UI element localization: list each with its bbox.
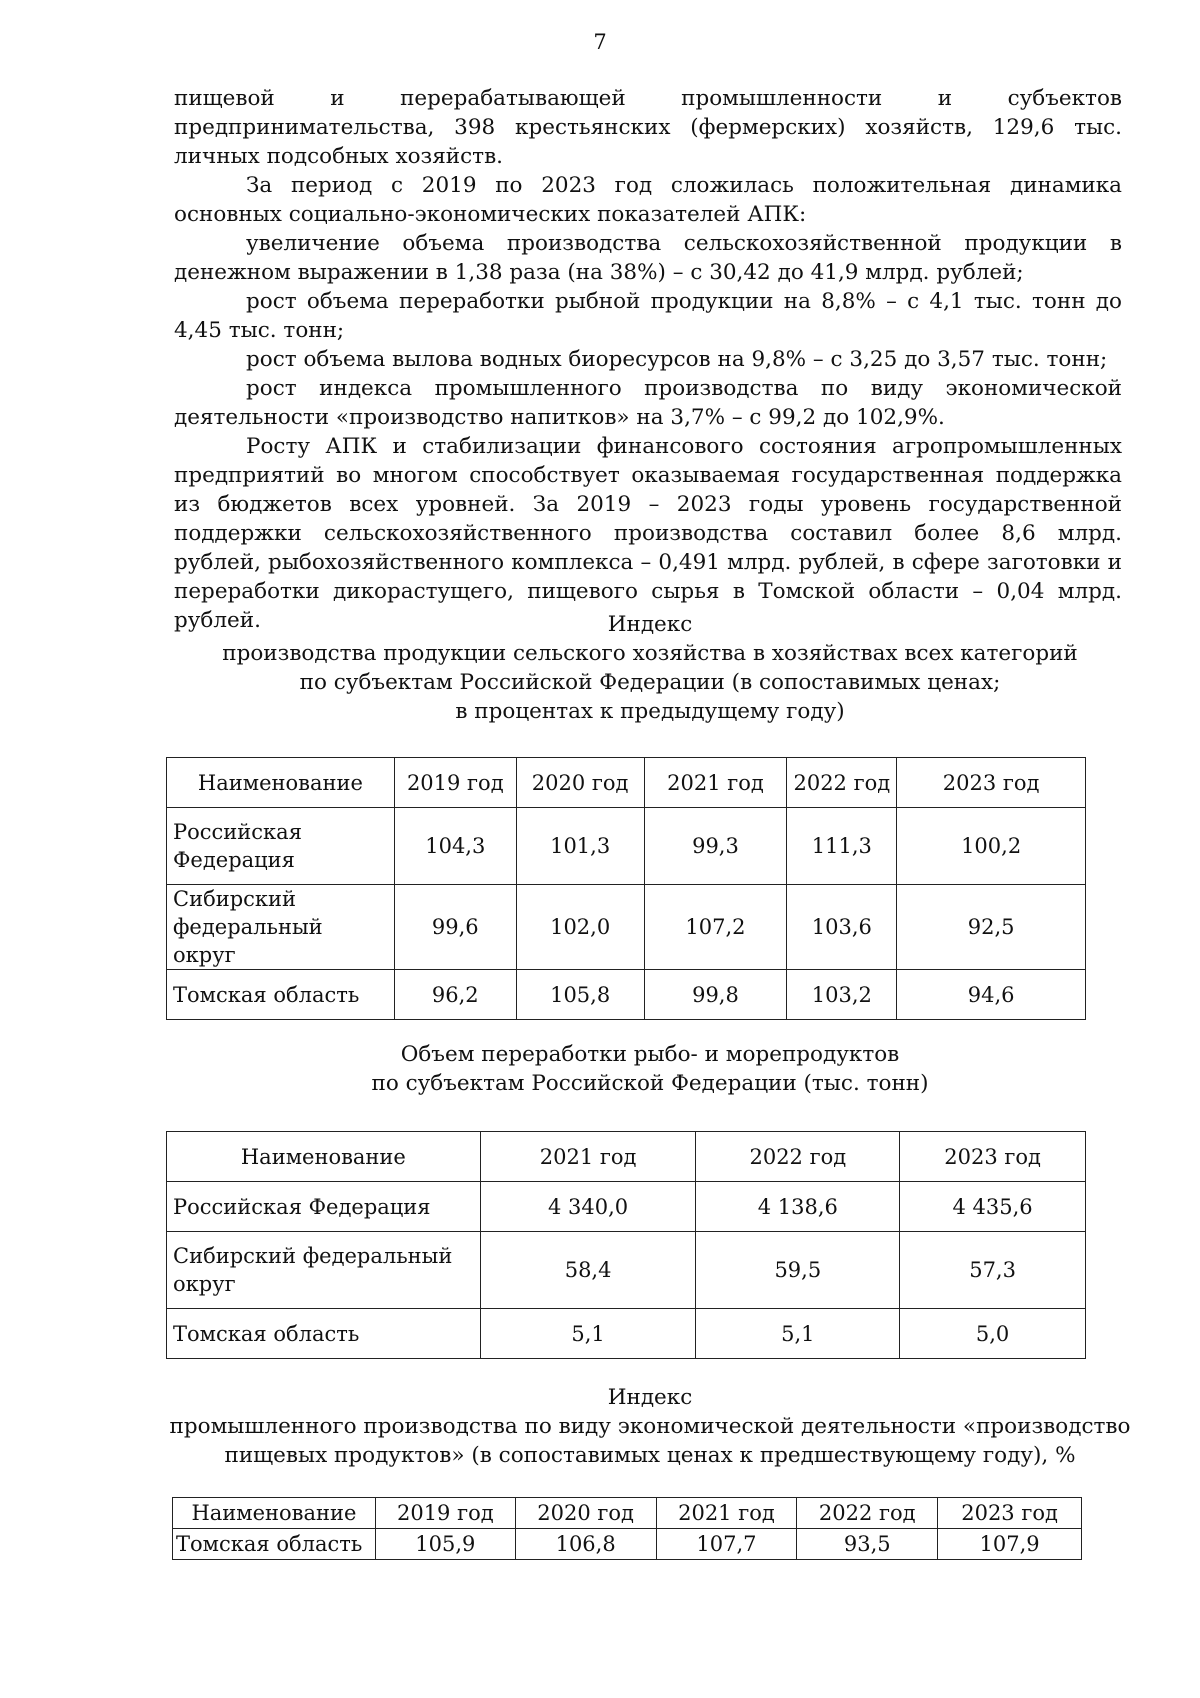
table-header-row [167, 758, 1086, 808]
table3-caption-line: промышленного производства по виду экономической деятельности «производство [169, 1414, 1131, 1439]
table-cell: 59,5 [696, 1232, 900, 1309]
table3-caption-line: пищевых продуктов» (в сопоставимых ценах к предшествующему году), % [224, 1443, 1076, 1468]
table-cell: 5,1 [696, 1309, 900, 1359]
column-header: 2019 год [394, 758, 516, 808]
table3-caption [150, 1383, 1150, 1470]
table-row [167, 1309, 1086, 1359]
table-cell: 99,3 [644, 808, 787, 885]
column-header: 2022 год [797, 1498, 938, 1529]
column-header: 2023 год [897, 758, 1086, 808]
table-cell: 107,9 [938, 1529, 1082, 1560]
paragraph: пищевой и перерабатывающей промышленности и субъектов предпринимательства, 398 крестьянских (фермерских) хозяйств, 129,6 тыс. личных подсобных хозяйств. [174, 86, 1122, 169]
page-number: 7 [593, 30, 607, 54]
table-row [167, 1232, 1086, 1309]
column-header: 2020 год [516, 758, 644, 808]
body-text [174, 84, 1122, 635]
table2-caption-line: Объем переработки рыбо- и морепродуктов [400, 1042, 900, 1067]
table-cell: 102,0 [516, 885, 644, 970]
column-header: 2022 год [696, 1132, 900, 1182]
agri-production-index-table [166, 757, 1086, 1020]
column-header: 2023 год [900, 1132, 1086, 1182]
table1-caption-line: в процентах к предыдущему году) [455, 699, 845, 724]
table-cell: 57,3 [900, 1232, 1086, 1309]
food-production-index-table [172, 1497, 1082, 1560]
row-name: Сибирский федеральный округ [167, 885, 395, 970]
table-row [173, 1529, 1082, 1560]
table-cell: 93,5 [797, 1529, 938, 1560]
table1-caption-line: по субъектам Российской Федерации (в сопоставимых ценах; [299, 670, 1001, 695]
column-header: Наименование [173, 1498, 376, 1529]
table-cell: 105,9 [375, 1529, 515, 1560]
table-cell: 96,2 [394, 970, 516, 1020]
paragraph: рост объема переработки рыбной продукции на 8,8% – с 4,1 тыс. тонн до 4,45 тыс. тонн; [174, 289, 1122, 343]
row-name: Российская Федерация [167, 808, 395, 885]
row-name: Томская область [167, 970, 395, 1020]
table-cell: 94,6 [897, 970, 1086, 1020]
paragraph: рост индекса промышленного производства по виду экономической деятельности «производство напитков» на 3,7% – с 99,2 до 102,9%. [174, 376, 1122, 430]
row-name: Томская область [173, 1529, 376, 1560]
row-name: Российская Федерация [167, 1182, 481, 1232]
table2-caption-line: по субъектам Российской Федерации (тыс. тонн) [371, 1071, 929, 1096]
table1-caption-line: Индекс [607, 612, 693, 637]
table-cell: 4 340,0 [480, 1182, 696, 1232]
table-cell: 99,8 [644, 970, 787, 1020]
column-header: Наименование [167, 758, 395, 808]
table-row [167, 1182, 1086, 1232]
table-cell: 92,5 [897, 885, 1086, 970]
table-cell: 107,2 [644, 885, 787, 970]
column-header: 2020 год [515, 1498, 656, 1529]
table-cell: 5,0 [900, 1309, 1086, 1359]
table-cell: 100,2 [897, 808, 1086, 885]
table1-caption-line: производства продукции сельского хозяйства в хозяйствах всех категорий [222, 641, 1078, 666]
column-header: 2023 год [938, 1498, 1082, 1529]
row-name: Томская область [167, 1309, 481, 1359]
table-cell: 105,8 [516, 970, 644, 1020]
table-row [167, 808, 1086, 885]
table2-caption [150, 1040, 1150, 1098]
column-header: Наименование [167, 1132, 481, 1182]
table-cell: 5,1 [480, 1309, 696, 1359]
table3-caption-line: Индекс [607, 1385, 693, 1410]
table-cell: 111,3 [787, 808, 897, 885]
table-cell: 103,2 [787, 970, 897, 1020]
column-header: 2019 год [375, 1498, 515, 1529]
fish-processing-volume-table [166, 1131, 1086, 1359]
row-name: Сибирский федеральный округ [167, 1232, 481, 1309]
column-header: 2022 год [787, 758, 897, 808]
paragraph: Росту АПК и стабилизации финансового состояния агропромышленных предприятий во многом способствует оказываемая государственная поддержка из бюджетов всех уровней. За 2019 – 2023 годы уровень государственной поддержки сельскохозяйственного производства составил более 8,6 млрд. рублей, рыбохозяйственного комплекса – 0,491 млрд. рублей, в сфере заготовки и переработки дикорастущего, пищевого сырья в Томской области – 0,04 млрд. рублей. [174, 434, 1122, 633]
table-cell: 99,6 [394, 885, 516, 970]
column-header: 2021 год [656, 1498, 797, 1529]
table-cell: 103,6 [787, 885, 897, 970]
paragraph: увеличение объема производства сельскохозяйственной продукции в денежном выражении в 1,38 раза (на 38%) – с 30,42 до 41,9 млрд. рублей; [174, 231, 1122, 285]
table-cell: 58,4 [480, 1232, 696, 1309]
table-cell: 106,8 [515, 1529, 656, 1560]
table-cell: 101,3 [516, 808, 644, 885]
paragraph: За период с 2019 по 2023 год сложилась положительная динамика основных социально-экономических показателей АПК: [174, 173, 1122, 227]
table-header-row [173, 1498, 1082, 1529]
table-row [167, 885, 1086, 970]
table-cell: 4 435,6 [900, 1182, 1086, 1232]
table1-caption [150, 610, 1150, 726]
table-cell: 4 138,6 [696, 1182, 900, 1232]
table-cell: 107,7 [656, 1529, 797, 1560]
table-header-row [167, 1132, 1086, 1182]
column-header: 2021 год [644, 758, 787, 808]
column-header: 2021 год [480, 1132, 696, 1182]
paragraph: рост объема вылова водных биоресурсов на 9,8% – с 3,25 до 3,57 тыс. тонн; [246, 347, 1108, 372]
table-cell: 104,3 [394, 808, 516, 885]
table-row [167, 970, 1086, 1020]
